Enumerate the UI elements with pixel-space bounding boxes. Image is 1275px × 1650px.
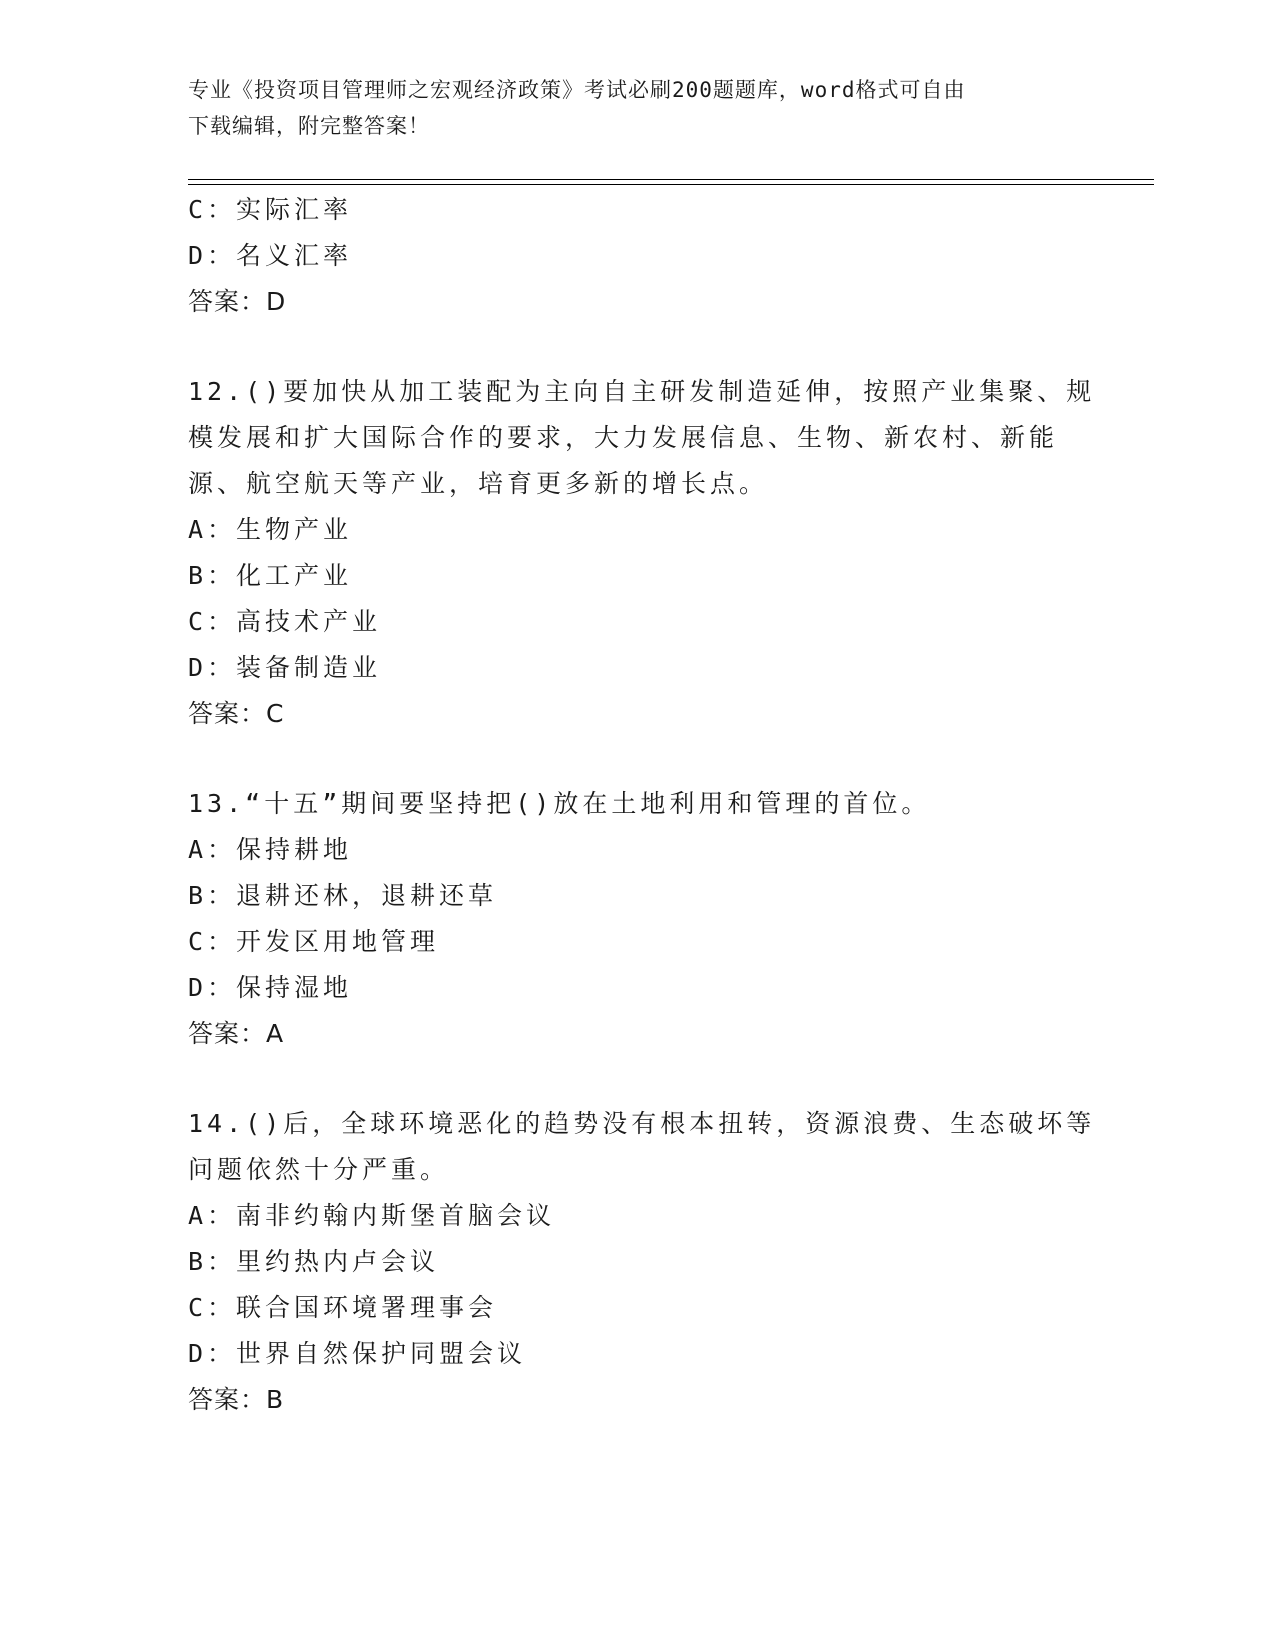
answer-line: 答案：D — [188, 287, 287, 316]
option-d: D：世界自然保护同盟会议 — [188, 1339, 527, 1368]
option-c: C：开发区用地管理 — [188, 927, 440, 956]
answer-line: 答案：A — [188, 1019, 285, 1048]
option-a: A：生物产业 — [188, 515, 353, 544]
option-b: B：退耕还林，退耕还草 — [188, 881, 498, 910]
question-12 — [188, 369, 1096, 737]
option-c: C：实际汇率 — [188, 195, 353, 224]
option-d: D：装备制造业 — [188, 653, 382, 682]
question-content — [188, 187, 1096, 1423]
option-d: D：名义汇率 — [188, 241, 353, 270]
question-14 — [188, 1101, 1096, 1423]
question-stem-line: 13.“十五”期间要坚持把()放在土地利用和管理的首位。 — [188, 789, 931, 818]
document-header — [188, 72, 1068, 144]
spacer — [188, 1057, 1088, 1101]
option-a: A：保持耕地 — [188, 835, 353, 864]
option-b: B：里约热内卢会议 — [188, 1247, 440, 1276]
question-stem-line: 问题依然十分严重。 — [188, 1155, 450, 1184]
question-stem-line: 源、航空航天等产业，培育更多新的增长点。 — [188, 469, 769, 498]
option-a: A：南非约翰内斯堡首脑会议 — [188, 1201, 556, 1230]
question-stem-line: 14.()后，全球环境恶化的趋势没有根本扭转，资源浪费、生态破坏等 — [188, 1109, 1096, 1138]
answer-line: 答案：C — [188, 699, 285, 728]
header-divider-bottom — [188, 184, 1154, 185]
spacer — [188, 737, 1088, 781]
question-stem-line: 模发展和扩大国际合作的要求，大力发展信息、生物、新农村、新能 — [188, 423, 1059, 452]
option-c: C：联合国环境署理事会 — [188, 1293, 498, 1322]
option-c: C：高技术产业 — [188, 607, 382, 636]
question-stem-line: 12.()要加快从加工装配为主向自主研发制造延伸，按照产业集聚、规 — [188, 377, 1096, 406]
header-line-2: 下载编辑，附完整答案！ — [188, 114, 430, 138]
header-divider-top — [188, 179, 1154, 180]
header-line-1: 专业《投资项目管理师之宏观经济政策》考试必刷200题题库，word格式可自由 — [188, 78, 966, 102]
option-b: B：化工产业 — [188, 561, 353, 590]
spacer — [188, 325, 1088, 369]
question-13 — [188, 781, 1088, 1057]
carryover-question — [188, 187, 1088, 325]
option-d: D：保持湿地 — [188, 973, 353, 1002]
answer-line: 答案：B — [188, 1385, 285, 1414]
